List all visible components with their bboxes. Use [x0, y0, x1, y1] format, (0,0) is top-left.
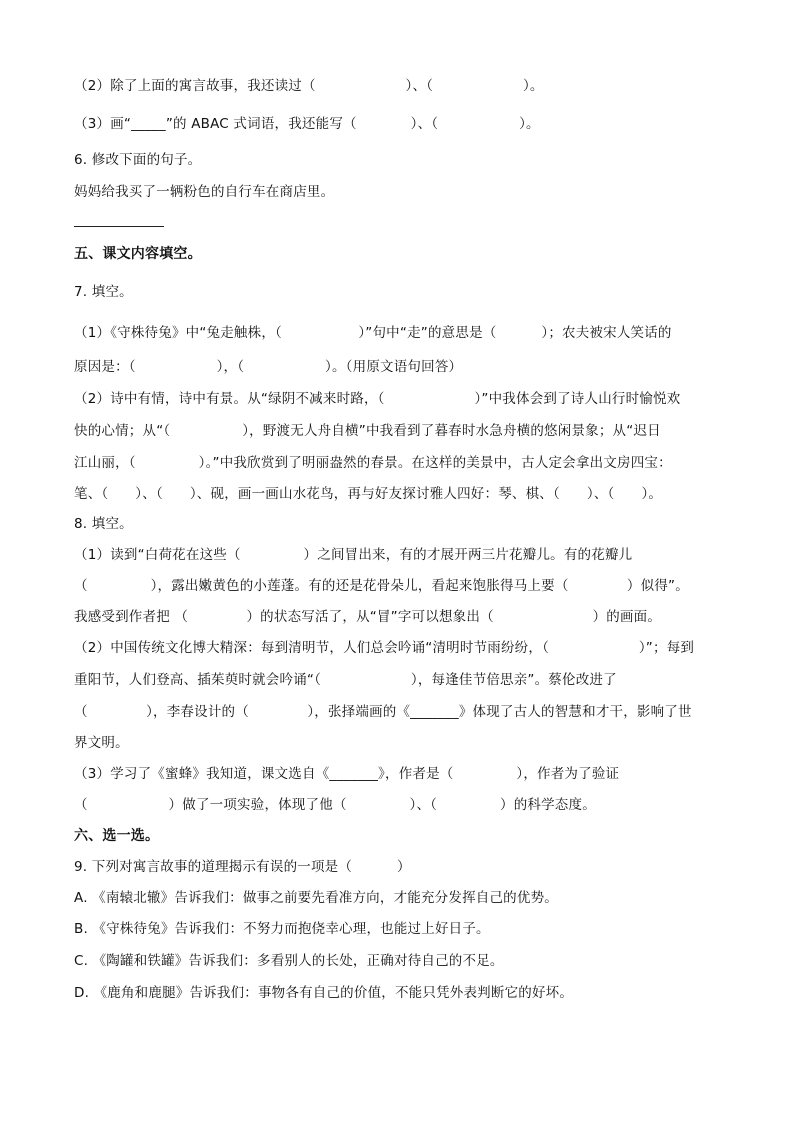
text-line: （3）学习了《蜜蜂》我知道，课文选自《_______》，作者是（ ），作者为了验证: [74, 766, 620, 782]
text-line: （1）读到“白荷花在这些（ ）之间冒出来，有的才展开两三片花瓣儿。有的花瓣儿: [74, 547, 633, 563]
text-line: （ ）做了一项实验，体现了他（ ）、（ ）的科学态度。: [74, 797, 596, 813]
text-line: 我感受到作者把 （ ）的状态写活了，从“冒”字可以想象出（ ）的画面。: [74, 609, 662, 625]
option-b: B. 《守株待兔》告诉我们：不努力而抱侥幸心理，也能过上好日子。: [74, 921, 490, 937]
question-heading: 6. 修改下面的句子。: [74, 152, 202, 168]
text-line: 快的心情；从“（ ），野渡无人舟自横”中我看到了暮春时水急舟横的悠闲景象；从“迟日: [74, 423, 661, 439]
answer-line: [74, 226, 164, 227]
text-line: 江山丽，（ ）。”中我欣赏到了明丽盎然的春景。在这样的美景中，古人定会拿出文房四宝：: [74, 455, 672, 471]
option-d: D. 《鹿角和鹿腿》告诉我们：事物各有自己的价值，不能只凭外表判断它的好坏。: [74, 985, 574, 1001]
text-line: 妈妈给我买了一辆粉色的自行车在商店里。: [74, 184, 335, 200]
text-line: （2）诗中有情，诗中有景。从“绿阴不减来时路，（ ）”中我体会到了诗人山行时愉悦欢: [74, 391, 681, 407]
question-heading: 9. 下列对寓言故事的道理揭示有误的一项是（ ）: [74, 859, 411, 875]
section-heading: 五、课文内容填空。: [74, 246, 202, 262]
text-line: （ ），露出嫩黄色的小莲蓬。有的还是花骨朵儿，看起来饱胀得马上要（ ）似得”。: [74, 578, 689, 594]
option-c: C. 《陶罐和铁罐》告诉我们：多看别人的长处，正确对待自己的不足。: [74, 953, 504, 969]
text-line: （2）中国传统文化博大精深：每到清明节，人们总会吟诵“清明时节雨纷纷，（ ）”；每到: [74, 640, 695, 656]
text-line: 原因是：（ ），（ ）。（用原文语句回答）: [74, 359, 463, 375]
text-line: （3）画“_____”的 ABAC 式词语，我还能写（ ）、（ ）。: [74, 116, 540, 132]
section-heading: 六、选一选。: [74, 828, 160, 844]
text-line: （ ），李春设计的（ ），张择端画的《_______》体现了古人的智慧和才干，影响了世: [74, 704, 692, 720]
text-line: （1）《守株待兔》中“兔走触株，（ ）”句中“走”的意思是（ ）；农夫被宋人笑话的: [74, 325, 672, 341]
option-a: A. 《南辕北辙》告诉我们：做事之前要先看准方向，才能充分发挥自己的优势。: [74, 890, 558, 906]
text-line: （2）除了上面的寓言故事，我还读过（ ）、（ ）。: [74, 78, 544, 94]
text-line: 重阳节，人们登高、插茱萸时就会吟诵“（ ），每逢佳节倍思亲”。蔡伦改进了: [74, 672, 617, 688]
question-heading: 7. 填空。: [74, 284, 133, 300]
question-heading: 8. 填空。: [74, 516, 133, 532]
text-line: 笔、（ ）、（ ）、砚，画一画山水花鸟，再与好友探讨雅人四好：琴、棋、（ ）、（ ）。: [74, 486, 663, 502]
text-line: 界文明。: [74, 735, 129, 751]
